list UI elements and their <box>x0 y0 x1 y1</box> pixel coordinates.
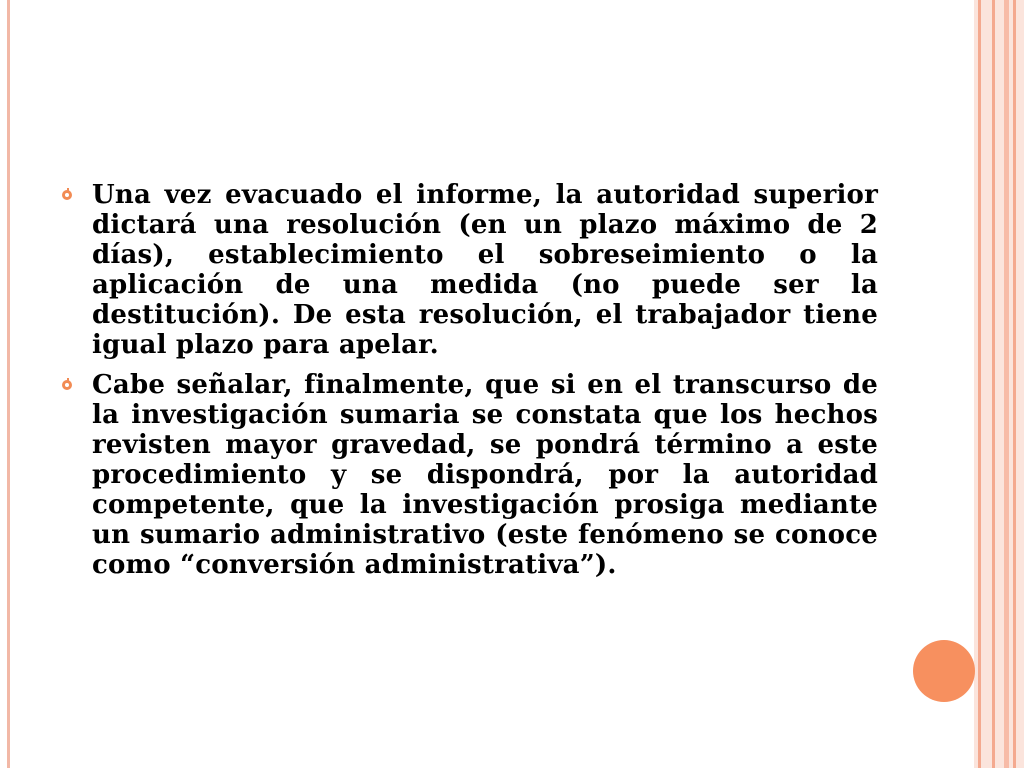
bullet-item <box>62 180 878 360</box>
ring-bullet-icon <box>62 380 72 390</box>
decorative-circle <box>913 640 975 702</box>
slide-content <box>62 180 878 590</box>
right-stripe <box>1013 0 1016 768</box>
bullet-item <box>62 370 878 580</box>
right-stripe <box>978 0 981 768</box>
bullet-text: Cabe señalar, finalmente, que si en el transcurso de la investigación sumaria se constata que los hechos revisten mayor gravedad, se pondrá término a este procedimiento y se dispondrá, por la autoridad competente, que la investigación prosiga mediante un sumario administrativo (este fenómeno se conoce como “conversión administrativa”). <box>92 370 878 580</box>
right-decorative-band <box>974 0 1024 768</box>
right-stripe <box>1004 0 1009 768</box>
left-decorative-rule <box>7 0 10 768</box>
right-stripe <box>992 0 995 768</box>
bullet-text: Una vez evacuado el informe, la autoridad superior dictará una resolución (en un plazo máximo de 2 días), establecimiento el sobreseimiento o la aplicación de una medida (no puede ser la destitución). De esta resolución, el trabajador tiene igual plazo para apelar. <box>92 180 878 360</box>
ring-bullet-icon <box>62 190 72 200</box>
